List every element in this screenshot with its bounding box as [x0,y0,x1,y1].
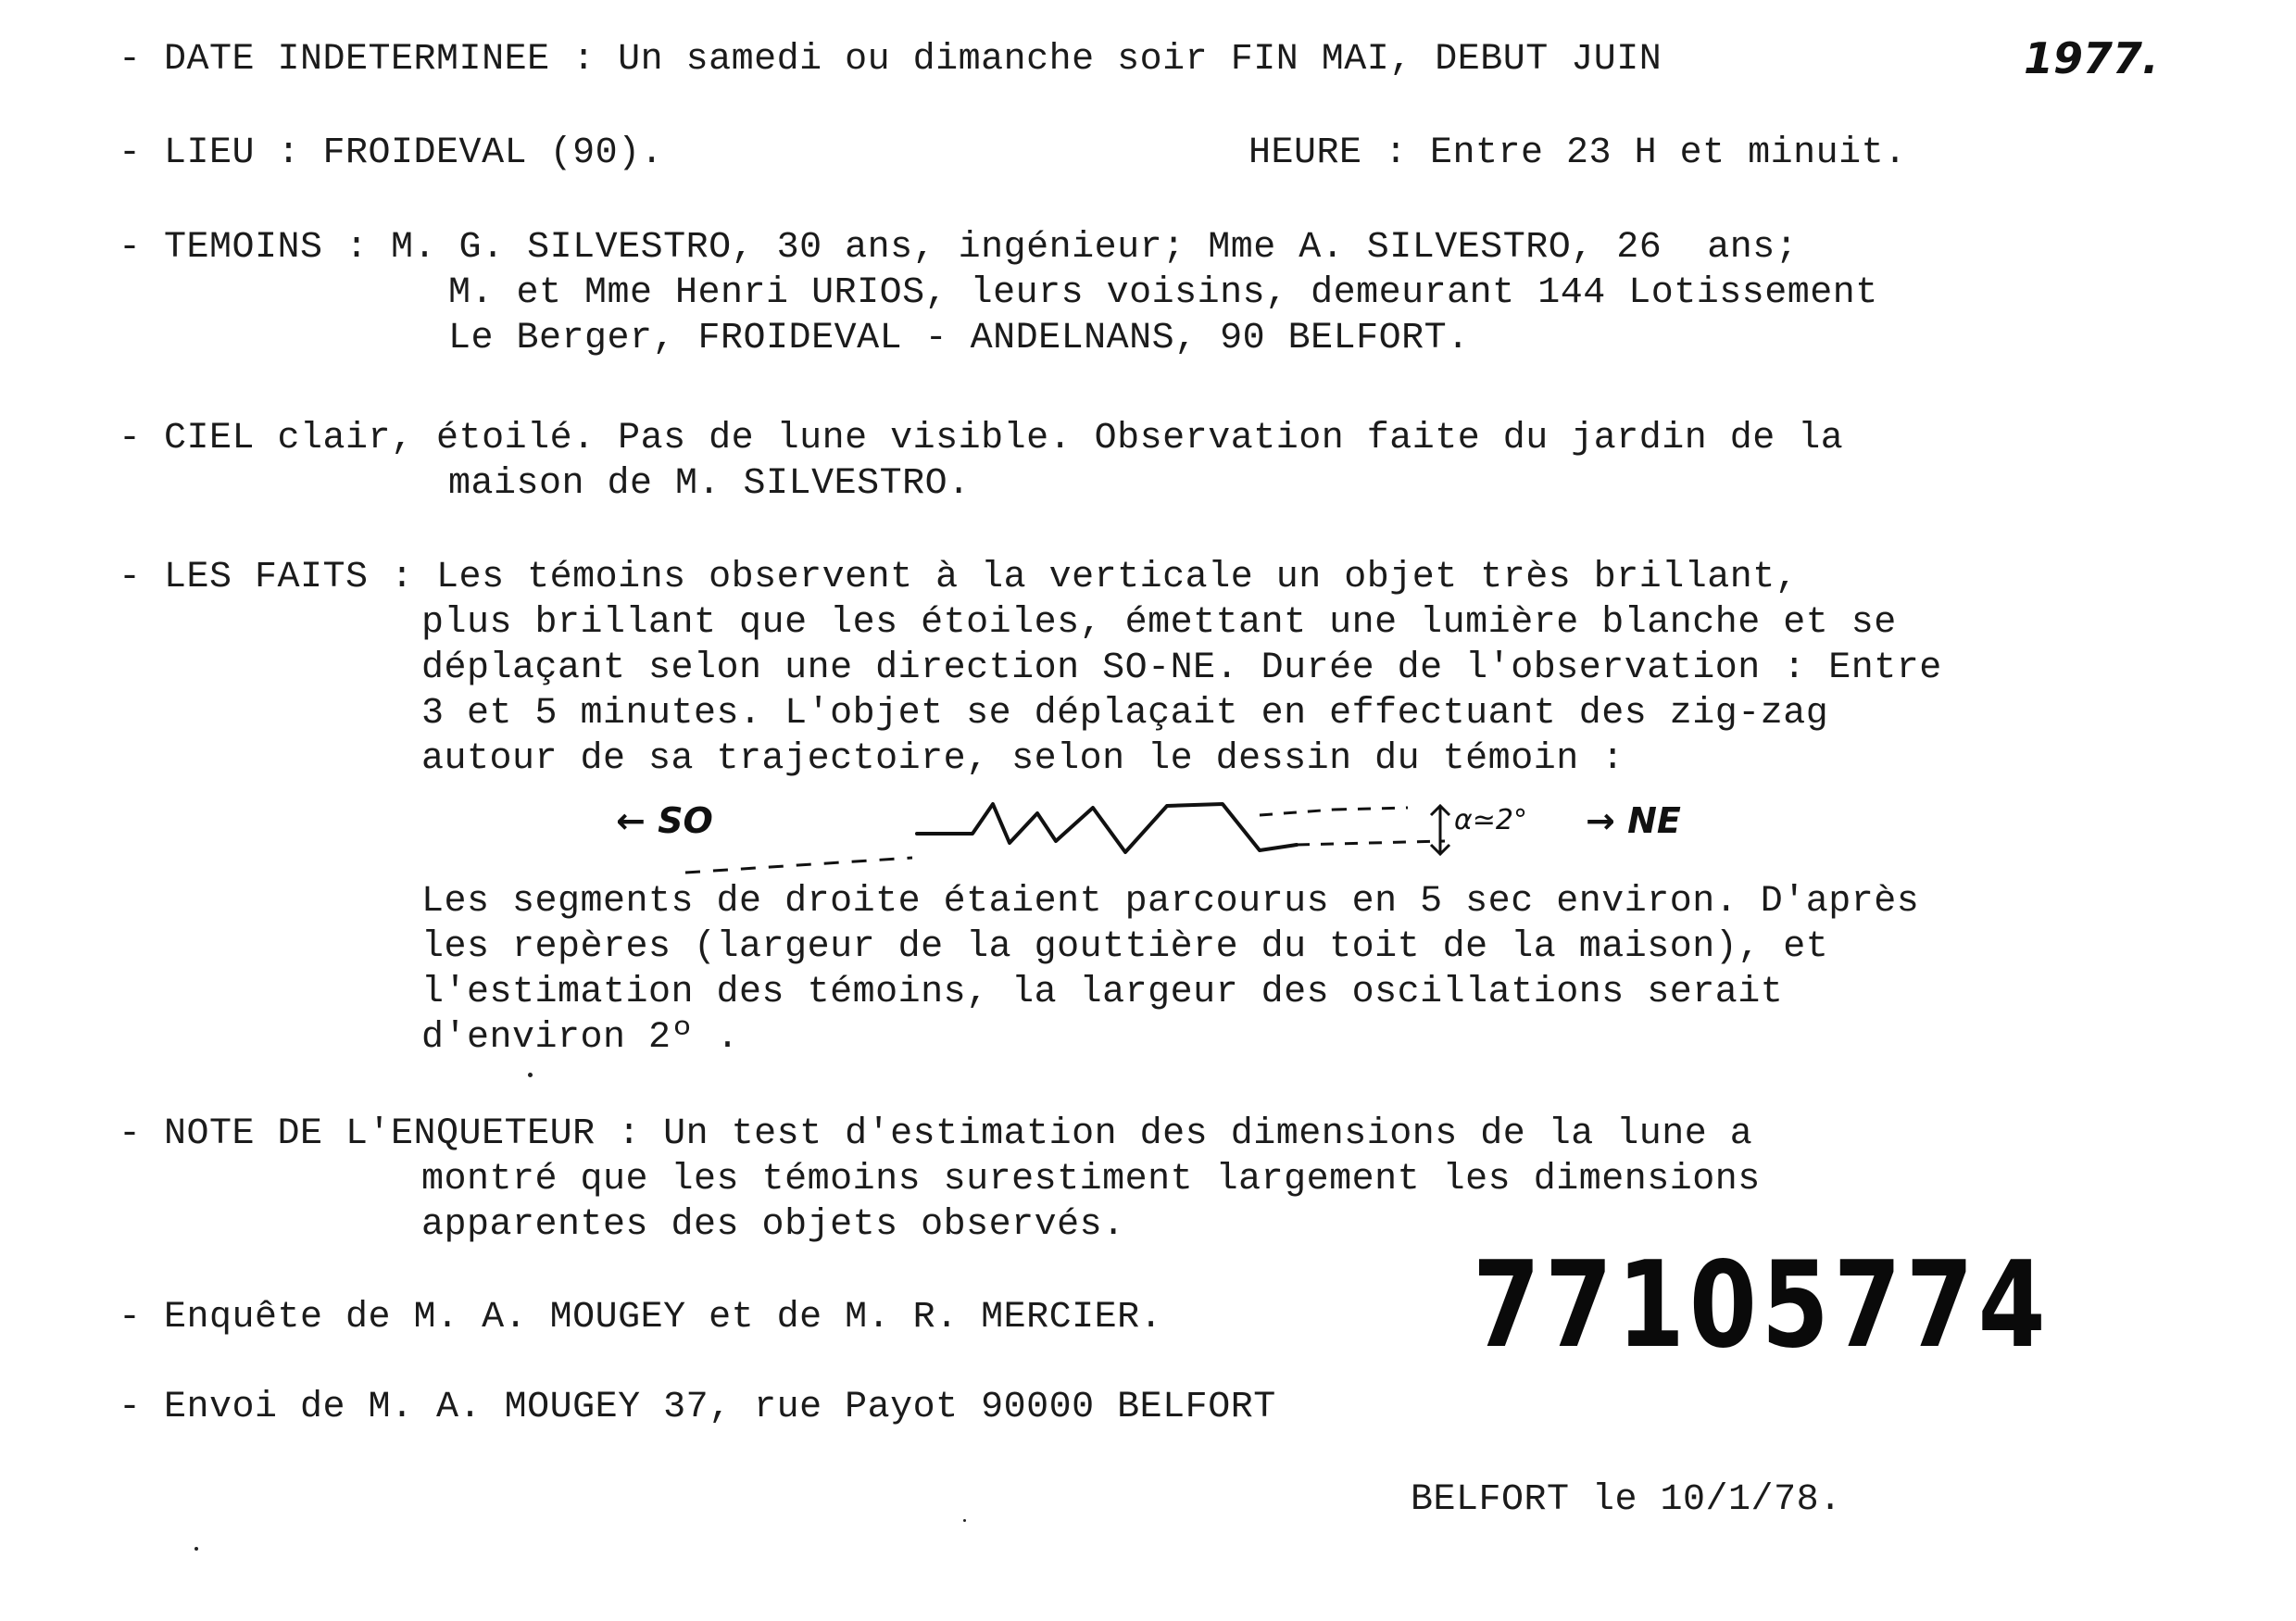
line-date: - DATE INDETERMINEE : Un samedi ou dimanche soir FIN MAI, DEBUT JUIN [119,39,1662,81]
line-signature-date: BELFORT le 10/1/78. [1411,1479,1842,1521]
handwritten-year: 1977. [2024,33,2159,83]
line-faits-3: déplaçant selon une direction SO-NE. Durée de l'observation : Entre [421,647,1942,689]
line-ciel-1: - CIEL clair, étoilé. Pas de lune visible. Observation faite du jardin de la [119,418,1844,459]
line-heure: HEURE : Entre 23 H et minuit. [1248,132,1907,174]
zigzag-trajectory-sketch [593,787,1760,880]
line-lieu: - LIEU : FROIDEVAL (90). [119,132,664,174]
line-faits-2: plus brillant que les étoiles, émettant une lumière blanche et se [421,602,1897,644]
line-temoins-2: M. et Mme Henri URIOS, leurs voisins, demeurant 144 Lotissement [448,272,1878,314]
sketch-angle-label: α≃2° [1454,804,1527,836]
ink-speck [963,1519,966,1522]
line-note-2: montré que les témoins surestiment largement les dimensions [421,1159,1761,1200]
line-segments-1: Les segments de droite étaient parcourus en 5 sec environ. D'après [421,881,1920,923]
sketch-label-ne: → NE [1586,800,1681,841]
line-segments-4: d'environ 2º . [421,1017,740,1059]
line-temoins-1: - TEMOINS : M. G. SILVESTRO, 30 ans, ingénieur; Mme A. SILVESTRO, 26 ans; [119,227,1799,269]
line-note-1: - NOTE DE L'ENQUETEUR : Un test d'estimation des dimensions de la lune a [119,1113,1753,1155]
ink-speck [194,1547,198,1551]
line-enquete: - Enquête de M. A. MOUGEY et de M. R. MERCIER. [119,1297,1163,1338]
ink-speck [528,1073,533,1077]
line-faits-4: 3 et 5 minutes. L'objet se déplaçait en effectuant des zig-zag [421,693,1829,735]
line-faits-5: autour de sa trajectoire, selon le dessin du témoin : [421,738,1625,780]
stamped-case-number: 77105774 [1473,1237,2051,1375]
sketch-label-so: ← SO [616,800,713,841]
line-envoi: - Envoi de M. A. MOUGEY 37, rue Payot 90000 BELFORT [119,1387,1276,1428]
line-ciel-2: maison de M. SILVESTRO. [448,463,971,505]
line-note-3: apparentes des objets observés. [421,1204,1125,1246]
line-faits-1: - LES FAITS : Les témoins observent à la verticale un objet très brillant, [119,557,1799,598]
line-segments-3: l'estimation des témoins, la largeur des oscillations serait [421,972,1784,1013]
line-temoins-3: Le Berger, FROIDEVAL - ANDELNANS, 90 BELFORT. [448,318,1470,359]
line-segments-2: les repères (largeur de la gouttière du toit de la maison), et [421,926,1829,968]
